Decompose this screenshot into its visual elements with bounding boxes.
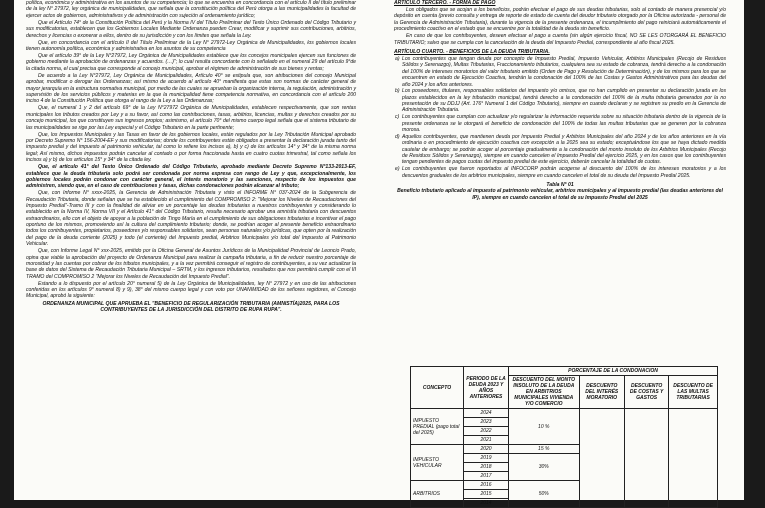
- item-letter: a): [395, 56, 400, 63]
- percent-cell: 30%: [509, 454, 580, 481]
- paragraph: Que, con Informe N° xxxx-2025, la Gerencia de Administración Tributaria y visto el INFORME N° 037-2024 de la Subgerencia de Recaudación Tributaria, donde señalan que se ha establecido el cumplimiento del COMPROMISO 2: "Mejorar los Niveles de Recaudaciones del Impuesto Predial"-Tramo III y con la finalidad de aliviar en un porcentaje las deudas tributarias a nuestros contribuyentes y considerando lo establecido en la Norma IV, Norma VII y el Artículo 41° del Código Tributario, resulta necesario aprobar una amnistía tributaria con descuentos extraordinarios, ello con el objeto de apoyar a la población de Tingo María en el cumplimiento de sus obligaciones tributarias e incentivar el pago oportuno de los mismos, promoviendo así la cultura del cumplimiento tributario; donde, se podrían acoger al presente beneficio extraordinario todos los contribuyentes, propietarios, poseedores y/o responsables solidarios, sean personas naturales y/o jurídicas, que opten por la realización del pago de la deuda corriente (2025) y todo (el corriente) del Impuesto predial, Arbitrios Municipales y/o total del Impuesto al Patrimonio Vehicular.: [26, 190, 356, 248]
- table-subtitle: Beneficio tributario aplicado al impuesto al patrimonio vehicular, arbitrios municipales y al impuesto predial (las deudas anteriores del IP), siempre en cuando cancelen el total de su Impuesto Predial del 2025: [397, 188, 723, 201]
- paragraph: Estando a lo dispuesto por el artículo 20° numeral 5) de la Ley Orgánica de Municipalidades, ley N° 27972 y en uso de las atribuciones conferidas en los artículos 9° numeral 8) y 9), 38° del mismo cuerpo legal y con voto por UNANIMIDAD de los señores regidores, el Concejo Municipal, aprobó la siguiente:: [26, 280, 356, 300]
- left-column: [26, 0, 356, 314]
- paragraph: Que, el numeral 1 y 2 del artículo 69° de la Ley N°27972 Orgánica de Municipalidades, establecen respectivamente, que son rentas municipales los tributos creados por Ley y a su favor, así como las contribuciones, tasas, arbitrios, licencias, multas y derechos creados por su concejo municipal, los que constituyen sus ingresos propios; asimismo, el artículo 70° del mismo cuerpo legal señala que el sistema tributario de las municipalidades se rige por las Ley especial y el Código Tributario en la parte pertinente;: [26, 105, 356, 131]
- empty-cell: [669, 409, 718, 508]
- column-header: DESCUENTO DEL INTERÉS MORATORIO: [579, 376, 625, 409]
- concept-cell: IMPUESTO VEHICULAR: [411, 445, 464, 481]
- year-cell: 2021: [464, 436, 509, 445]
- year-cell: 2014: [464, 499, 509, 508]
- right-column: [394, 0, 726, 204]
- ordinance-title: ORDENANZA MUNICIPAL QUE APRUEBA EL "BENEFICIO DE REGULARIZACIÓN TRIBUTARIA (AMNISTÍA)2025, PARA LOS CONTRIBUYENTES DE LA JURISDICCIÓN DEL DISTRITO DE RUPA RUPA".: [42, 300, 340, 313]
- item-text: Los poseedores, titulares, responsables solidarios del impuesto y/o omisos, que no han cumplido en presentar su declaración jurada en los plazos establecidos en la ley tributación municipal, tendrá derecho a la condonación del 100% de la multa tributaria generados por la no presentación de su DDJJ (Art. 176° Numeral 1 del Código Tributario), siempre en cuando declaran y se registren su predio en la Gerencia de Administración Tributaria.: [402, 88, 726, 114]
- list-item: [395, 88, 726, 114]
- column-header: DESCUENTO DE LAS MULTAS TRIBUTARIAS: [669, 376, 718, 409]
- year-cell: 2023: [464, 418, 509, 427]
- paragraph: Que el Artículo 74° de la Constitución Política del Perú y la Norma IV del Título Preliminar del Texto Único Ordenado del Código Tributario y sus modificatorias, establecen que los Gobiernos Locales Mediante Ordenanza pueden Crear, modificar y suprimir sus contribuciones, arbitrios, derechos y licencias o exonerar a ellos, dentro de su jurisdicción y con los límites que señala la Ley.: [26, 19, 356, 39]
- column-header: DESCUENTO DEL MONTO INSOLUTO DE LA DEUDA EN ARBITRIOS MUNICIPALES VIVIENDA Y/O COMERCIO: [509, 376, 580, 409]
- table-row: [411, 409, 718, 418]
- list-item: [395, 114, 726, 134]
- percent-cell: 15 %: [509, 445, 580, 454]
- document-page: [14, 0, 744, 506]
- table-title: Tabla N° 01: [546, 182, 574, 189]
- paragraph: Que, los Impuestos Municipales y las Tasas en favor de los gobiernos locales, están regulados por la Ley Tributación Municipal aprobado por Decreto Supremo N° 156-2004-EF y sus modificatorias; donde los contribuyentes están obligados a presentar la declaración jurada tanto del impuesto predial y del impuesto al patrimonio vehicular, tal como lo refiere los incisos a), b) y c) de los artículos 14° y 34° de la misma norma legal; Así mismo, dichos impuestos podrán cancelar al contado o por forma fraccionada hasta en cuatro cuotas trimestral, tal como señala los incisos a) y b) de los artículos 15° y 34° de la citada ley.: [26, 131, 356, 164]
- empty-cell: [625, 409, 669, 508]
- concept-cell: ARBITRIOS: [411, 481, 464, 508]
- percent-cell: 50%: [509, 481, 580, 508]
- item-letter: e): [395, 166, 400, 173]
- article-3-title: ARTÍCULO TERCERO. - FORMA DE PAGO: [394, 0, 496, 6]
- condonation-table: [410, 366, 718, 508]
- list-item: [395, 134, 726, 166]
- paragraph: Que, con Informe Legal N° xxx-2025, emitido por la Oficina General de Asuntos Jurídicos de la Municipalidad Provincial de Leoncio Prado, opina que viable la aprobación del proyecto de Ordenanza Municipal para realizar la campaña tributaria, a fin de reducir nuestro porcentaje de morosidad y las cuentas por cobrar de los tributos municipales, y a la vez permitirá conseguir el registro de contribuyentes, a su vez actualizar la base de datos del Sistema de Recaudación Tributaria Municipal – SRTM, y los ingresos tributarios, resultados que nos permitirá cumplir con el III TRAMO del COMPROMISO 2 "Mejorar los Niveles de Recaudación del Impuesto Predial".: [26, 248, 356, 280]
- paragraph: En caso de que los contribuyentes, deseen efectuar el pago a cuenta (sin algún ejercicio fiscal, NO SE LES OTORGARÁ EL BENEFICIO TRIBUTARIO; salvo que se cumpla con la cancelación de la deuda del Impuesto Predial, correspondiente al año fiscal 2025.: [394, 33, 726, 46]
- item-letter: c): [395, 114, 400, 121]
- year-cell: 2020: [464, 445, 509, 454]
- article-4-list: [394, 56, 726, 179]
- year-cell: 2018: [464, 463, 509, 472]
- item-text: Los contribuyentes que tengan deuda por concepto de Impuesto Predial, Impuesto Vehicular, Arbitrios Municipales (Recojo de Residuos Sólidos y Serenazgo), Multas Tributarias, Fraccionamiento tributarios, cualquiera sea su estado de cobranza, tendrá derecho a la condonación del 100% de intereses moratorios del valor tributario emitido (Orden de Pago y Resolución de Determinación), y de los mismos para los que se encuentren en estado de Ejecución Coactiva, tendrán la condonación del 100% de las Costas y Gastos Administrativos para las deudas del año 2024 y los años anteriores.: [402, 56, 726, 88]
- paragraph: Que, en concordancia con el artículo II del Título Preliminar de la Ley N° 27972-Ley Orgánica de Municipalidades, los gobiernos locales tienen autonomía política, económica y administrativa en los asuntos de su competencia: [26, 39, 356, 52]
- paragraph: política, económica y administrativa en los asuntos de su competencia; lo que se encuentra en concordancia con el artículo II del título preliminar de la ley N° 27972, ley orgánica de municipalidades, que señala que la constitución política del Perú otorga a las municipalidades la facultad de ejercer actos de gobiernos, administrativos y de administración con sujeción al ordenamiento jurídico;: [26, 0, 356, 19]
- year-cell: 2017: [464, 472, 509, 481]
- list-item: [395, 56, 726, 88]
- list-item: [395, 166, 726, 179]
- paragraph: Los obligados que se acojan a los beneficios, podrán efectuar el pago de sus deudas tributarias, solo al contado de manera presencial y/o depósito en cuenta (previo consulta y entrega de reporte de estado de cuenta del deudor tributario otorgado por la Oficina autorizada - personal de la Gerencia de Administración Tributaria), durante la vigencia de la presente ordenanza, el incumplimiento del pago reiniciará automáticamente el procedimiento coactivo en el estado que se encuentre por la totalidad de la deuda sin beneficio.: [394, 7, 726, 33]
- item-text: Los contribuyentes que fueron reportados al INFOCORP podrán acogerse al descuento del 100% de los intereses moratorios y a los descuentos graduales de los arbitrios municipales, siempre en cuando cancelen el total de su deuda del Impuesto Predial 2025.: [402, 166, 726, 179]
- article-4-title: ARTÍCULO CUARTO. - BENEFICIOS DE LA DEUDA TRIBUTARIA.: [394, 49, 550, 55]
- percent-cell: 10 %: [509, 409, 580, 445]
- column-header: CONCEPTO: [411, 367, 464, 409]
- item-text: Aquellos contribuyentes, que mantienen deuda por Impuesto Predial y Arbitrios Municipales del año 2024 y de los años anteriores en la vía ordinaria o en procedimiento de ejecución coactiva con excepción a la 2025 sea su estado; exceptuándose los que se haya dictado medida cautelar de embargo; se podrán acoger al porcentaje gradualmente a la condonación del monto insoluto de los Arbitrios Municipales (Recojo de Residuos Sólidos y Serenazgo), siempre en cuando cancelen el Impuesto Predial del ejercicio 2025, y en los casos que los contribuyentes tengan pendientes de pagos cuotas del impuesto predial de este ejercicio, deberán cancelar la totalidad de cuotas.: [402, 134, 726, 166]
- column-header: DESCUENTO DE COSTAS Y GASTOS: [625, 376, 669, 409]
- year-cell: 2024: [464, 409, 509, 418]
- year-cell: 2022: [464, 427, 509, 436]
- item-text: Los contribuyentes que cumplan con actualizar y/o regularizar la información requerida sobre su situación tributaria dentro de la vigencia de la presente ordenanza se le otorgará el beneficio de condonación del 100% de todas las multas tributarias que se generen por la cobranza morosa.: [402, 114, 726, 134]
- concept-cell: IMPUESTO PREDIAL (pago total del 2025): [411, 409, 464, 445]
- column-header: PERIODO DE LA DEUDA 2023 Y AÑOS ANTERIORES: [464, 367, 509, 409]
- empty-cell: [579, 409, 625, 508]
- paragraph: De acuerdo a la Ley N°27972, Ley Orgánica de Municipalidades, Artículo 40° se estipula que, son atribuciones del concejo Municipal aprobar, modificar o derogar las Ordenanzas; así mismo de acuerdo al artículo 40° manifiesta que estas son normas de carácter general de mayor jerarquía en la estructura normativa municipal, por medio de las cuales se aprueban la organización interna, la regulación, administración y supervisión de los servicios públicos y materias en la que la municipalidad tiene competencia normativa, en concordancia con el artículo 200 inciso 4 de la Constitución Política que otorga el rango de la Ley a las Ordenanzas;: [26, 72, 356, 105]
- year-cell: 2015: [464, 490, 509, 499]
- item-letter: d): [395, 134, 400, 141]
- year-cell: 2019: [464, 454, 509, 463]
- paragraph: Que el artículo 39° de la Ley N°27972, Ley Orgánica de Municipalidades establece que los concejos municipales ejercen sus funciones de gobierno mediante la aprobación de ordenanzas y acuerdos. (…)"; lo cual resulta concordante con lo señalado en el numeral 29 del artículo 9°de la citada norma, el cual precisa que corresponde al concejo municipal, aprobar el régimen de administración de sus bienes y rentas;: [26, 53, 356, 72]
- year-cell: 2016: [464, 481, 509, 490]
- group-header: PORCENTAJE DE LA CONDONACION: [509, 367, 718, 376]
- paragraph: Que, el artículo 41° del Texto Único Ordenado del Código Tributario, aprobado mediante Decreto Supremo N°133-2013-EF, establece que la deuda tributaria solo podrá ser condonada por norma expresa con rango de Ley y que, excepcionalmente, los gobiernos locales podrán condonar con carácter general, el interés moratorio y las sanciones, respecto de los impuestos que administren, siendo que, en el caso de contribuciones y tasas, dichas condonaciones podrán alcanzar al tributo;: [26, 164, 356, 190]
- item-letter: b): [395, 88, 400, 95]
